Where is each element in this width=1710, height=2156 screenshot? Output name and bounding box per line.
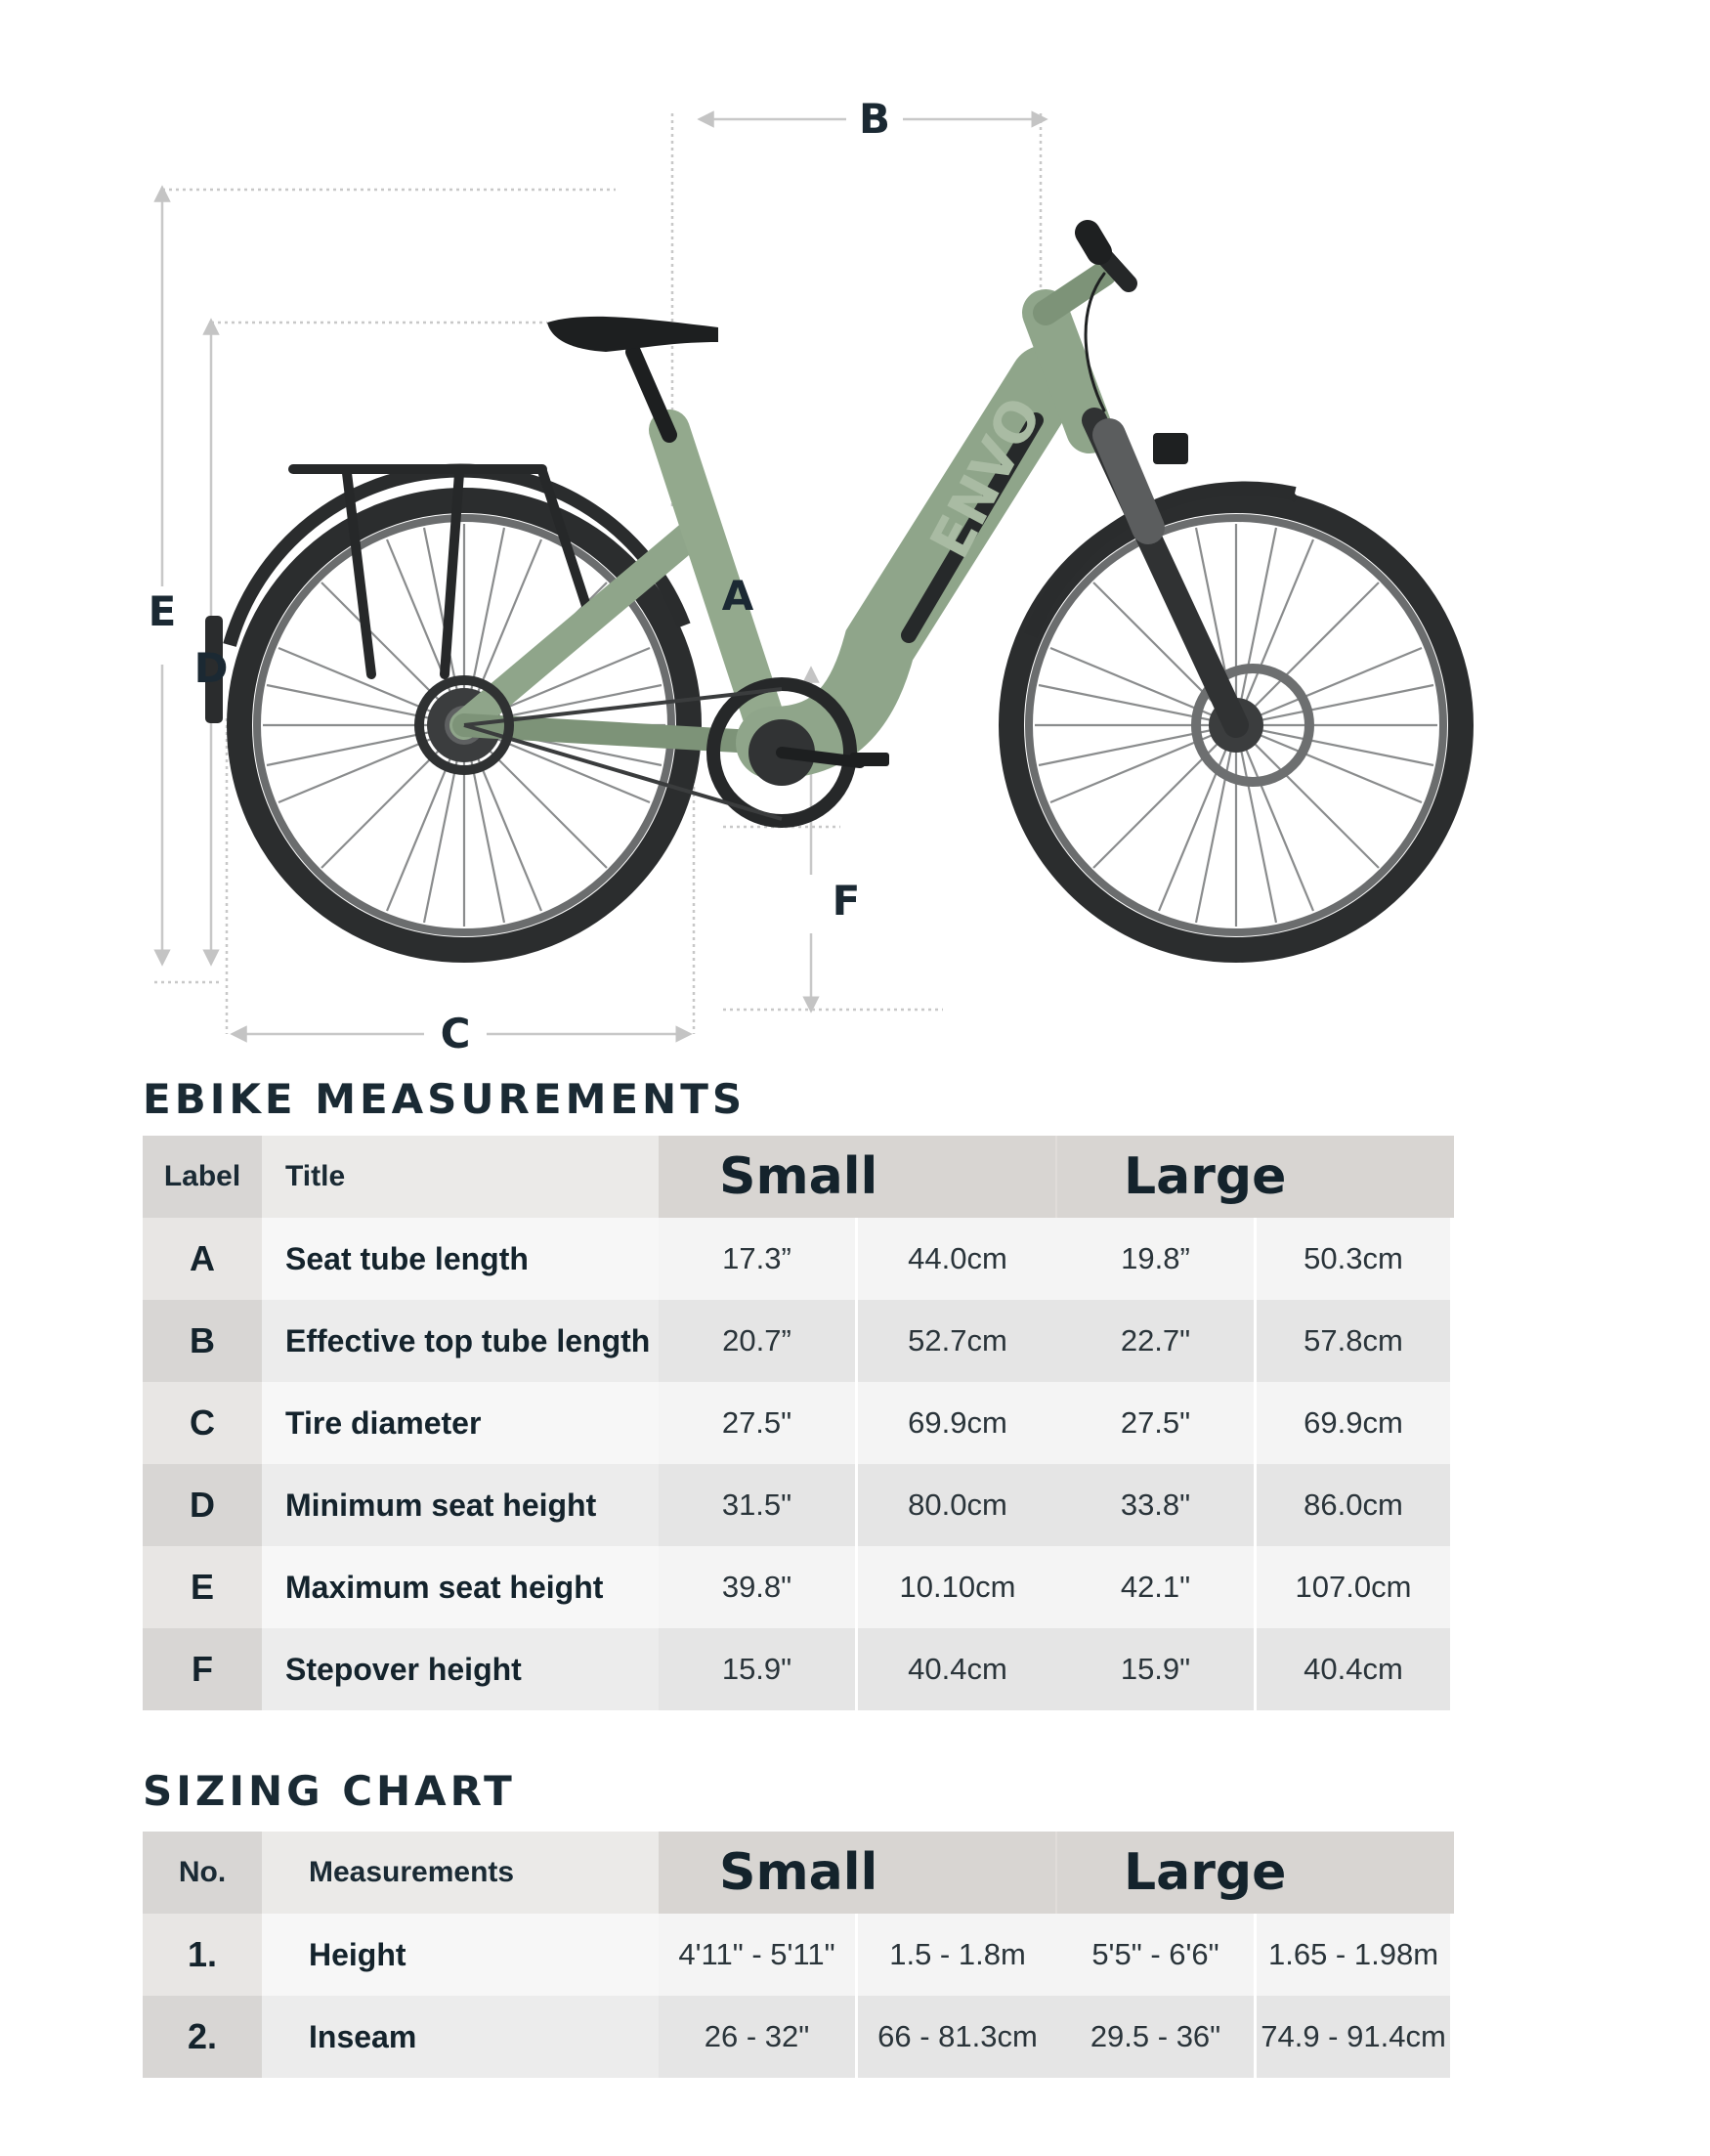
header-small: Small: [659, 1832, 1055, 1914]
small-inches: 27.5": [659, 1382, 858, 1464]
large-cm: 107.0cm: [1295, 1570, 1412, 1604]
row-label: D: [143, 1464, 262, 1546]
header-no: No.: [143, 1832, 262, 1914]
header-label: Label: [143, 1136, 262, 1218]
small-cm: 10.10cm: [899, 1570, 1016, 1604]
large-cm: 57.8cm: [1304, 1323, 1403, 1358]
row-title: Effective top tube length: [262, 1300, 659, 1382]
row-title: Stepover height: [262, 1628, 659, 1710]
row-number: 2.: [143, 1996, 262, 2078]
large-inches: 15.9": [1057, 1628, 1257, 1710]
table-header-row: [143, 1136, 1450, 1218]
table-row: [143, 1628, 1450, 1710]
row-title: Seat tube length: [262, 1218, 659, 1300]
dim-label-d: D: [193, 644, 229, 692]
large-metric: 1.65 - 1.98m: [1267, 1937, 1439, 1971]
small-cm: 44.0cm: [908, 1241, 1007, 1275]
measurements-table: [143, 1136, 1450, 1710]
sizing-table: [143, 1832, 1450, 2078]
large-imperial: 5'5" - 6'6": [1057, 1914, 1257, 1996]
header-title: Title: [262, 1136, 659, 1218]
dim-label-e: E: [148, 587, 177, 635]
large-cm: 86.0cm: [1304, 1488, 1403, 1522]
table-header-row: [143, 1832, 1450, 1914]
small-cm: 80.0cm: [908, 1488, 1007, 1522]
row-measurement: Inseam: [262, 1996, 659, 2078]
large-inches: 22.7": [1057, 1300, 1257, 1382]
small-inches: 15.9": [659, 1628, 858, 1710]
dim-label-b: B: [858, 95, 891, 143]
header-large: Large: [1057, 1832, 1454, 1914]
table-row: [143, 1300, 1450, 1382]
header-measurements: Measurements: [262, 1832, 659, 1914]
measurements-section-title: EBIKE MEASUREMENTS: [143, 1075, 747, 1123]
row-measurement: Height: [262, 1914, 659, 1996]
large-metric: 74.9 - 91.4cm: [1261, 2019, 1446, 2053]
saddle: [547, 317, 718, 435]
row-label: C: [143, 1382, 262, 1464]
row-label: B: [143, 1300, 262, 1382]
table-row: [143, 1546, 1450, 1628]
small-inches: 31.5": [659, 1464, 858, 1546]
large-inches: 19.8”: [1057, 1218, 1257, 1300]
row-number: 1.: [143, 1914, 262, 1996]
small-cm: 52.7cm: [908, 1323, 1007, 1358]
small-imperial: 26 - 32": [659, 1996, 858, 2078]
headlight: [1153, 433, 1188, 464]
table-row: [143, 1464, 1450, 1546]
header-large: Large: [1057, 1136, 1454, 1218]
small-imperial: 4'11" - 5'11": [659, 1914, 858, 1996]
header-small: Small: [659, 1136, 1055, 1218]
row-label: E: [143, 1546, 262, 1628]
large-inches: 42.1": [1057, 1546, 1257, 1628]
row-title: Maximum seat height: [262, 1546, 659, 1628]
front-fork: [1094, 420, 1236, 725]
row-label: A: [143, 1218, 262, 1300]
row-title: Tire diameter: [262, 1382, 659, 1464]
table-row: [143, 1218, 1450, 1300]
small-inches: 17.3”: [659, 1218, 858, 1300]
frame-brand-logo: ENVO: [918, 387, 1055, 569]
large-inches: 33.8": [1057, 1464, 1257, 1546]
small-inches: 39.8": [659, 1546, 858, 1628]
small-cm: 40.4cm: [908, 1652, 1007, 1686]
large-cm: 50.3cm: [1304, 1241, 1403, 1275]
dim-label-f: F: [832, 877, 861, 925]
small-inches: 20.7”: [659, 1300, 858, 1382]
row-label: F: [143, 1628, 262, 1710]
table-row: [143, 1382, 1450, 1464]
large-cm: 69.9cm: [1304, 1405, 1403, 1440]
dim-label-a: A: [721, 572, 754, 620]
table-row: [143, 1914, 1450, 1996]
table-row: [143, 1996, 1450, 2078]
small-metric: 1.5 - 1.8m: [889, 1937, 1026, 1971]
large-inches: 27.5": [1057, 1382, 1257, 1464]
small-cm: 69.9cm: [908, 1405, 1007, 1440]
row-title: Minimum seat height: [262, 1464, 659, 1546]
sizing-section-title: SIZING CHART: [143, 1767, 516, 1815]
small-metric: 66 - 81.3cm: [877, 2019, 1038, 2053]
dim-label-c: C: [440, 1010, 471, 1057]
large-imperial: 29.5 - 36": [1057, 1996, 1257, 2078]
large-cm: 40.4cm: [1304, 1652, 1403, 1686]
